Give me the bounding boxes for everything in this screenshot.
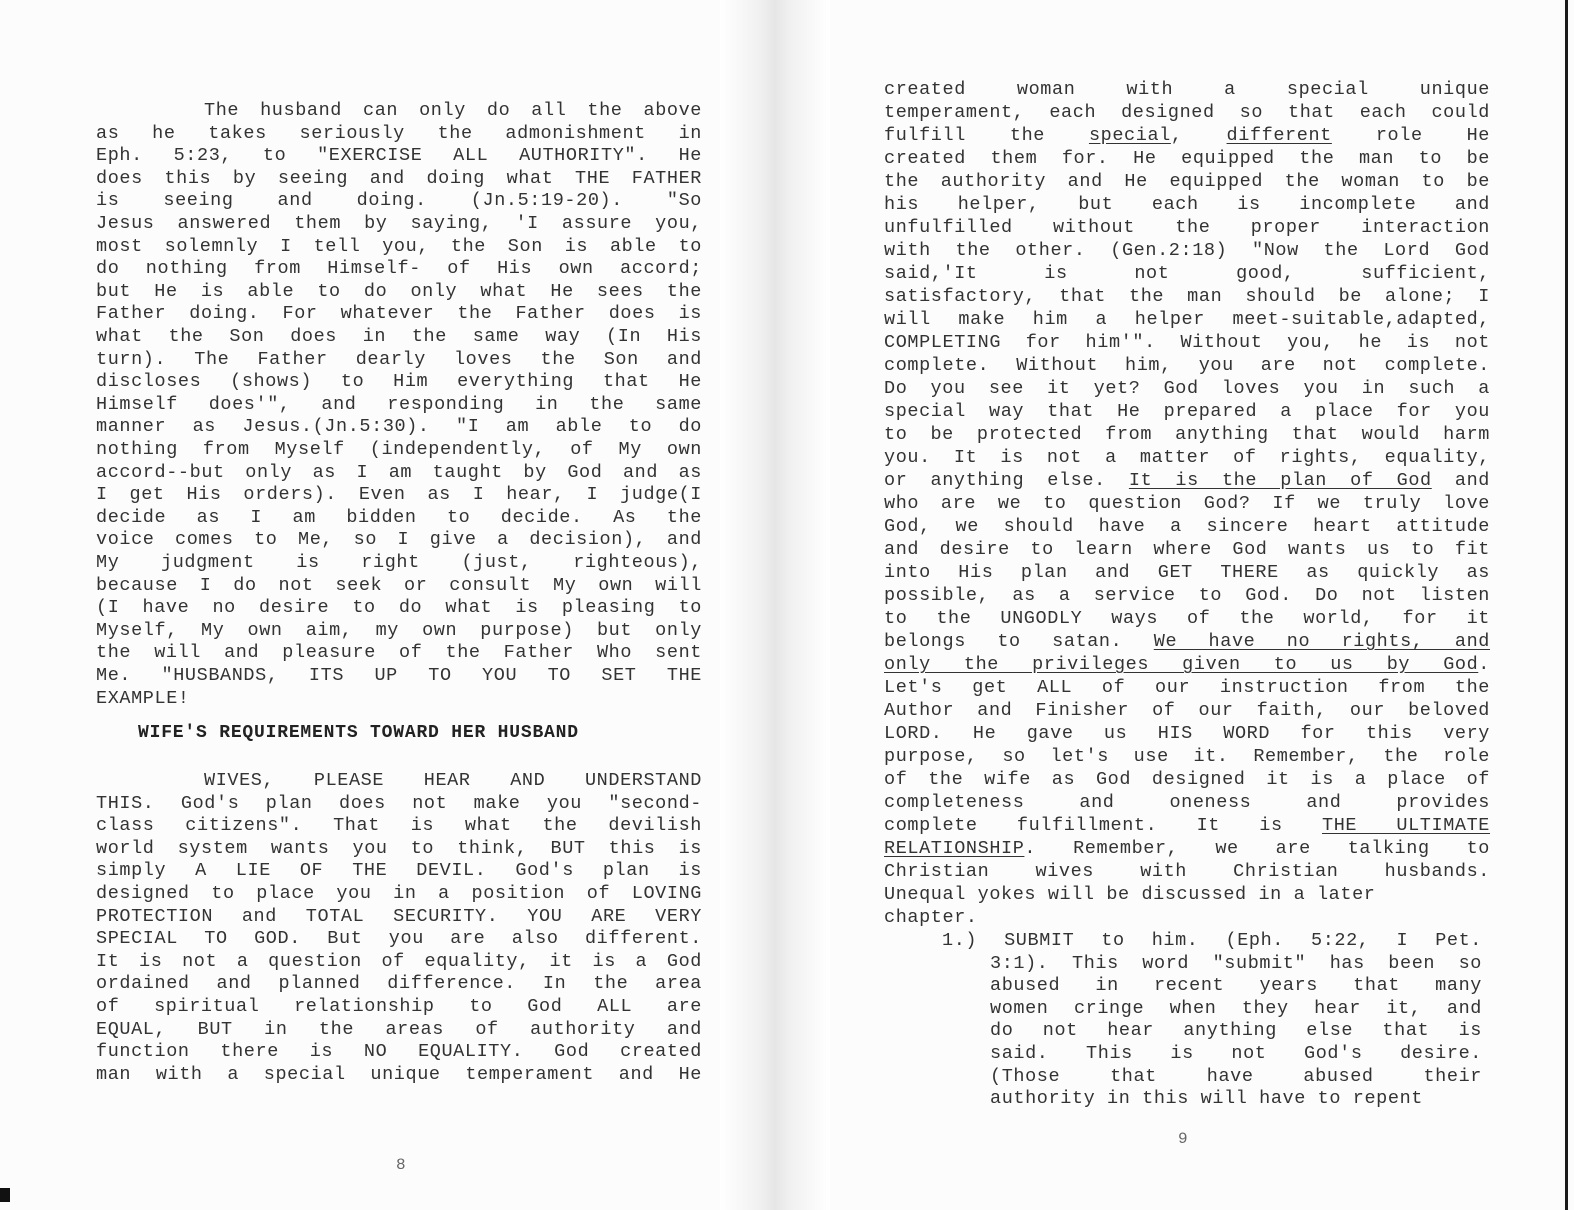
underlined-text: special [1088, 125, 1171, 146]
text-line: EQUAL, BUT in the areas of authority and [96, 1018, 702, 1040]
text-line: function there is NO EQUALITY. God created [96, 1041, 702, 1063]
page-number-right: 9 [1178, 1130, 1188, 1148]
text-line: possible, as a service to God. Do not listen [884, 585, 1490, 606]
text-line: the will and pleasure of the Father Who sent [96, 642, 702, 664]
text-line: special way that He prepared a place for you [884, 401, 1490, 422]
text-line: Let's get ALL of our instruction from the [884, 677, 1490, 698]
text-line: LORD. He gave us HIS WORD for this very [884, 723, 1490, 744]
text-span: fulfill the [884, 125, 1089, 146]
text-line [884, 630, 1490, 653]
underlined-text: THE ULTIMATE [1322, 815, 1491, 836]
text-line: Unequal yokes will be discussed in a later [884, 884, 1376, 905]
text-span: or anything else. [884, 470, 1129, 491]
text-line: Himself does'", and responding in the same [96, 393, 702, 415]
text-line: ordained and planned difference. In the area [96, 973, 702, 995]
text-line: created woman with a special unique [884, 79, 1490, 100]
text-line: The husband can only do all the above [204, 100, 702, 121]
list-text-line: do not hear anything else that is [990, 1020, 1482, 1042]
list-text-line: women cringe when they hear it, and [990, 997, 1482, 1019]
text-line: SPECIAL TO GOD. But you are also different. [96, 928, 702, 950]
text-line: most solemnly I tell you, the Son is able to [96, 235, 702, 257]
text-line: PROTECTION and TOTAL SECURITY. YOU ARE VERY [96, 905, 702, 927]
text-line: what the Son does in the same way (In His [96, 326, 702, 347]
text-line: COMPLETING for him'". Without you, he is not [884, 332, 1490, 353]
text-line: complete. Without him, you are not complete. [884, 355, 1490, 376]
text-line: chapter. [884, 907, 978, 928]
text-line: discloses (shows) to Him everything that He [96, 371, 702, 393]
text-line: WIVES, PLEASE HEAR AND UNDERSTAND [204, 770, 702, 791]
underlined-text: RELATIONSHIP [884, 838, 1025, 859]
text-line [884, 653, 1490, 676]
text-line: of spiritual relationship to God ALL are [96, 996, 702, 1017]
text-span: belongs to satan. [884, 631, 1154, 652]
text-line: world system wants you to think, BUT this is [96, 837, 702, 859]
section-heading: WIFE'S REQUIREMENTS TOWARD HER HUSBAND [138, 723, 579, 743]
text-span: . Remember, we are talking to [1024, 838, 1490, 859]
scan-edge-mark [0, 1188, 10, 1202]
underlined-text: only the privileges given to us by God [884, 654, 1479, 675]
text-line [884, 837, 1490, 860]
text-line: Eph. 5:23, to "EXERCISE ALL AUTHORITY". He [96, 145, 702, 167]
text-line: purpose, so let's use it. Remember, the role [884, 746, 1490, 767]
text-line: his helper, but each is incomplete and [884, 194, 1490, 215]
text-line: you. It is not a matter of rights, equality, [884, 447, 1490, 468]
text-line: Christian wives with Christian husbands. [884, 861, 1490, 882]
text-line: to the UNGODLY ways of the world, for it [884, 608, 1490, 629]
text-line: class citizens". That is what the devilish [96, 815, 702, 837]
text-line: as he takes seriously the admonishment in [96, 122, 702, 144]
list-text-line: 3:1). This word "submit" has been so [990, 952, 1482, 974]
text-line: will make him a helper meet-suitable,adapted, [884, 309, 1490, 330]
text-line: designed to place you in a position of LOVING [96, 883, 702, 904]
text-line: THIS. God's plan does not make you "second- [96, 792, 702, 814]
text-line: said,'It is not good, sufficient, [884, 263, 1490, 284]
text-line: but He is able to do only what He sees the [96, 280, 702, 302]
text-line: Do you see it yet? God loves you in such a [884, 378, 1490, 399]
text-line: manner as Jesus.(Jn.5:30). "I am able to do [96, 416, 702, 438]
text-line: do nothing from Himself- of His own accord; [96, 258, 702, 280]
text-line: does this by seeing and doing what THE FATHER [96, 167, 702, 189]
page-number-left: 8 [396, 1156, 406, 1174]
text-span: . [1478, 654, 1490, 675]
text-line: It is not a question of equality, it is a God [96, 950, 702, 972]
list-text-line: said. This is not God's desire. [990, 1043, 1482, 1064]
text-line: EXAMPLE! [96, 687, 190, 709]
page-edge-line [1565, 0, 1568, 1210]
list-text-line: 1.) SUBMIT to him. (Eph. 5:22, I Pet. [942, 930, 1482, 951]
text-line: Me. "HUSBANDS, ITS UP TO YOU TO SET THE [96, 665, 702, 686]
text-line: unfulfilled without the proper interaction [884, 217, 1490, 238]
text-span: complete fulfillment. It is [884, 815, 1322, 836]
text-line: nothing from Myself (independently, of My own [96, 439, 702, 460]
text-line: is seeing and doing. (Jn.5:19-20). "So [96, 190, 702, 212]
text-line: Author and Finisher of our faith, our beloved [884, 700, 1490, 721]
list-text-line: abused in recent years that many [990, 975, 1482, 997]
text-span: role He [1331, 125, 1491, 146]
underlined-text: It is the plan of God [1128, 470, 1432, 491]
text-line: to be protected from anything that would harm [884, 424, 1490, 445]
text-span: , [1170, 125, 1227, 146]
list-text-line: authority in this will have to repent [990, 1088, 1423, 1110]
text-line [884, 814, 1490, 837]
text-line [884, 124, 1490, 147]
text-line: turn). The Father dearly loves the Son and [96, 348, 702, 370]
text-span: and [1431, 470, 1490, 491]
text-line: completeness and oneness and provides [884, 792, 1490, 813]
text-line: created them for. He equipped the man to be [884, 148, 1490, 169]
underlined-text: We have no rights, and [1153, 631, 1490, 652]
text-line: My judgment is right (just, righteous), [96, 552, 702, 573]
text-line: satisfactory, that the man should be alone; I [884, 286, 1490, 307]
text-line: the authority and He equipped the woman to be [884, 171, 1490, 192]
text-line: Jesus answered them by saying, 'I assure you, [96, 213, 702, 234]
text-line: man with a special unique temperament and He [96, 1063, 702, 1085]
text-line: of the wife as God designed it is a place of [884, 769, 1490, 790]
text-line: God, we should have a sincere heart attitude [884, 516, 1490, 537]
list-text-line: (Those that have abused their [990, 1065, 1482, 1087]
text-line: into His plan and GET THERE as quickly as [884, 562, 1490, 583]
text-line [884, 469, 1490, 492]
book-gutter-shadow [720, 0, 830, 1210]
text-line: and desire to learn where God wants us to fit [884, 539, 1490, 560]
text-line: voice comes to Me, so I give a decision), and [96, 529, 702, 551]
text-line: temperament, each designed so that each could [884, 102, 1490, 123]
text-line: who are we to question God? If we truly love [884, 493, 1490, 514]
text-line: simply A LIE OF THE DEVIL. God's plan is [96, 860, 702, 882]
text-line: accord--but only as I am taught by God and as [96, 461, 702, 483]
text-line: with the other. (Gen.2:18) "Now the Lord God [884, 240, 1490, 261]
text-line: I get His orders). Even as I hear, I judge(I [96, 484, 702, 506]
underlined-text: different [1226, 125, 1332, 146]
text-line: decide as I am bidden to decide. As the [96, 506, 702, 528]
text-line: because I do not seek or consult My own will [96, 574, 702, 596]
text-line: Myself, My own aim, my own purpose) but only [96, 619, 702, 641]
text-line: Father doing. For whatever the Father does is [96, 303, 702, 325]
text-line: (I have no desire to do what is pleasing to [96, 597, 702, 619]
